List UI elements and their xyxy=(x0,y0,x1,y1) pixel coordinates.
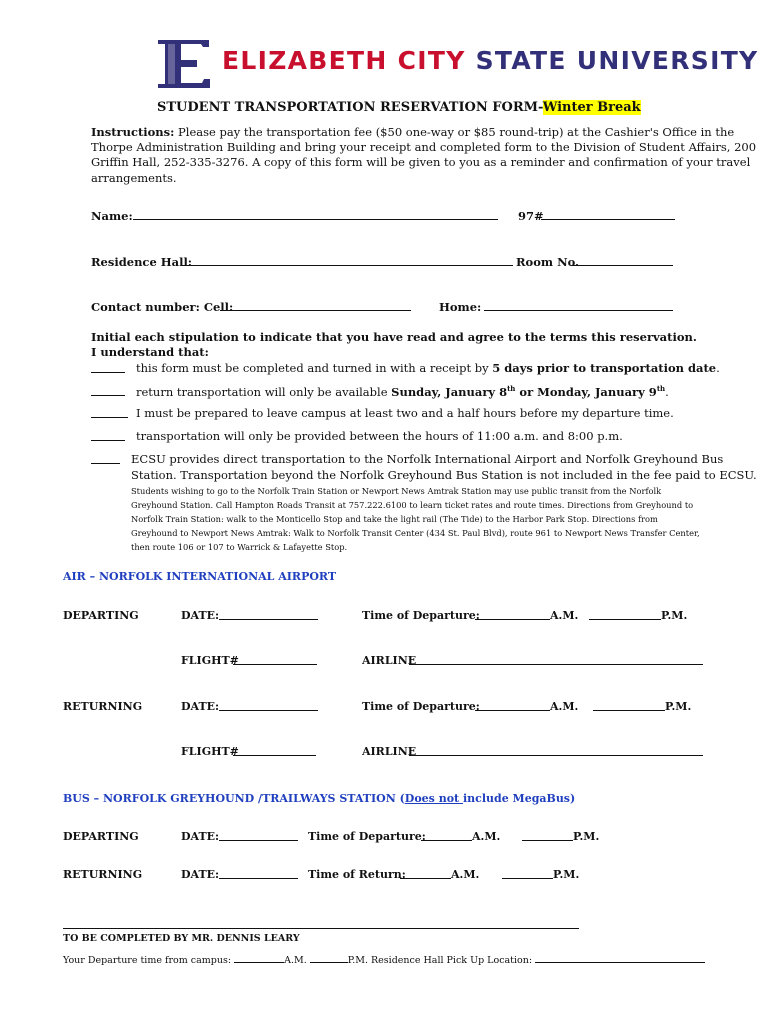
airport-returning-am-field[interactable] xyxy=(475,699,550,711)
airport-departing-am-field[interactable] xyxy=(475,608,550,620)
initial-field-3[interactable] xyxy=(91,406,128,418)
university-logo-text xyxy=(222,46,758,75)
form-title-highlight: Winter Break xyxy=(542,100,641,115)
stipulation-2-text: return transportation will only be available xyxy=(136,384,392,399)
airport-departing-pm-field[interactable] xyxy=(589,608,661,620)
office-divider xyxy=(63,928,579,929)
cell-field[interactable] xyxy=(220,299,411,311)
office-am-label: A.M. xyxy=(284,955,307,966)
bus-returning-pm-label: P.M. xyxy=(553,868,580,881)
home-label: Home: xyxy=(439,300,482,314)
residence-hall-field[interactable] xyxy=(182,254,513,266)
stipulation-1 xyxy=(136,361,720,375)
airport-departing-date-field[interactable] xyxy=(219,608,318,620)
stipulation-2-end: . xyxy=(665,384,669,399)
room-no-field[interactable] xyxy=(571,254,673,266)
bus-returning-label: RETURNING xyxy=(63,868,143,881)
form-title xyxy=(157,100,641,115)
bus-returning-date-field[interactable] xyxy=(219,867,298,879)
home-field[interactable] xyxy=(484,299,673,311)
logo-text-red: ELIZABETH CITY xyxy=(222,46,466,75)
airport-returning-date-label: DATE: xyxy=(181,700,220,713)
bus-departing-pm-field[interactable] xyxy=(522,829,573,841)
bus-departing-am-field[interactable] xyxy=(421,829,472,841)
airport-returning-airline-label: AIRLINE xyxy=(362,745,417,758)
transit-note-3: Norfolk Train Station: walk to the Monticello Stop and take the light rail (The Tide) to the Harbor Park Stop. Directions from xyxy=(131,514,658,524)
bus-heading xyxy=(63,792,575,805)
stipulation-2-sup-1: th xyxy=(507,384,516,393)
office-line xyxy=(63,953,705,966)
airport-returning-airline-field[interactable] xyxy=(409,744,703,756)
instructions-line-3: Griffin Hall, 252-335-3276. A copy of this form will be given to you as a reminder and confirmation of your travel xyxy=(91,155,751,169)
airport-departing-airline-label: AIRLINE xyxy=(362,654,417,667)
bus-returning-am-label: A.M. xyxy=(451,868,480,881)
office-departure-am-field[interactable] xyxy=(234,953,284,963)
id-label: 97# xyxy=(518,209,544,223)
airport-departing-label: DEPARTING xyxy=(63,609,139,622)
stipulations-intro: Initial each stipulation to indicate that you have read and agree to the terms this reservation. xyxy=(91,330,697,344)
instructions-text-1: Please pay the transportation fee ($50 one-way or $85 round-trip) at the Cashier's Office in the xyxy=(178,125,735,139)
office-heading: TO BE COMPLETED BY MR. DENNIS LEARY xyxy=(63,933,300,944)
airport-departing-date-label: DATE: xyxy=(181,609,220,622)
bus-returning-time-label: Time of Return: xyxy=(308,868,406,881)
stipulation-5-line-1: ECSU provides direct transportation to the Norfolk International Airport and Norfolk Greyhound Bus xyxy=(131,452,724,466)
airport-heading: AIR – NORFOLK INTERNATIONAL AIRPORT xyxy=(63,570,337,583)
bus-returning-am-field[interactable] xyxy=(400,867,451,879)
initial-field-1[interactable] xyxy=(91,361,125,373)
bus-departing-time-label: Time of Departure: xyxy=(308,830,426,843)
airport-returning-flight-label: FLIGHT# xyxy=(181,745,239,758)
airport-returning-label: RETURNING xyxy=(63,700,143,713)
initial-field-4[interactable] xyxy=(91,429,125,441)
airport-departing-airline-field[interactable] xyxy=(409,653,703,665)
airport-returning-flight-field[interactable] xyxy=(233,744,316,756)
bus-departing-label: DEPARTING xyxy=(63,830,139,843)
transit-note-1: Students wishing to go to the Norfolk Train Station or Newport News Amtrak Station may use public transit from the Norfolk xyxy=(131,486,662,496)
instructions-label: Instructions: xyxy=(91,125,175,139)
airport-returning-am-label: A.M. xyxy=(550,700,579,713)
office-pickup-label: P.M. Residence Hall Pick Up Location: xyxy=(347,955,536,966)
stipulation-3: I must be prepared to leave campus at least two and a half hours before my departure time. xyxy=(136,406,674,420)
stipulation-1-text: this form must be completed and turned in with a receipt by xyxy=(136,361,493,375)
bus-departing-pm-label: P.M. xyxy=(573,830,600,843)
stipulation-1-bold: 5 days prior to transportation date xyxy=(492,361,717,375)
initial-field-5[interactable] xyxy=(91,452,120,464)
airport-returning-pm-field[interactable] xyxy=(593,699,665,711)
airport-returning-time-label: Time of Departure: xyxy=(362,700,480,713)
bus-departing-am-label: A.M. xyxy=(472,830,501,843)
logo-text-navy: STATE UNIVERSITY xyxy=(475,46,759,75)
instructions-line-1 xyxy=(91,125,734,139)
airport-returning-pm-label: P.M. xyxy=(665,700,692,713)
instructions-line-4: arrangements. xyxy=(91,171,177,185)
office-departure-label: Your Departure time from campus: xyxy=(63,955,235,966)
airport-departing-pm-label: P.M. xyxy=(661,609,688,622)
airport-returning-date-field[interactable] xyxy=(219,699,318,711)
form-title-main: STUDENT TRANSPORTATION RESERVATION FORM- xyxy=(157,100,543,115)
transit-note-2: Greyhound Station. Call Hampton Roads Transit at 757.222.6100 to learn ticket rates and route times. Directions from Greyhound to xyxy=(131,500,694,510)
instructions-line-2: Thorpe Administration Building and bring your receipt and completed form to the Division of Student Affairs, 200 xyxy=(91,140,757,154)
bus-heading-text: BUS – NORFOLK GREYHOUND /TRAILWAYS STATION ( xyxy=(63,792,405,805)
airport-departing-time-label: Time of Departure: xyxy=(362,609,480,622)
bus-heading-end: include MegaBus) xyxy=(462,792,576,805)
office-departure-pm-field[interactable] xyxy=(310,953,348,963)
stipulation-5-line-2: Station. Transportation beyond the Norfolk Greyhound Bus Station is not included in the fee paid to ECSU. xyxy=(131,468,757,482)
stipulation-2-date-2: or Monday, January 9 xyxy=(515,384,657,399)
airport-departing-flight-field[interactable] xyxy=(233,653,317,665)
stipulations-understand: I understand that: xyxy=(91,345,209,359)
room-no-label: Room No. xyxy=(516,255,580,269)
airport-departing-am-label: A.M. xyxy=(550,609,579,622)
bus-heading-link[interactable]: Does not xyxy=(404,792,463,805)
cell-label: Contact number: Cell: xyxy=(91,300,234,314)
airport-departing-flight-label: FLIGHT# xyxy=(181,654,239,667)
bus-departing-date-field[interactable] xyxy=(219,829,298,841)
stipulation-2-date-1: Sunday, January 8 xyxy=(391,384,508,399)
id-field[interactable] xyxy=(541,208,675,220)
name-label: Name: xyxy=(91,209,133,223)
initial-field-2[interactable] xyxy=(91,384,125,396)
stipulation-1-end: . xyxy=(716,361,720,375)
transit-note-5: then route 106 or 107 to Warrick & Lafayette Stop. xyxy=(131,542,348,552)
university-logo-e-icon xyxy=(155,38,213,90)
transit-note-4: Greyhound to Newport News Amtrak: Walk to Norfolk Transit Center (434 St. Paul Blvd), route 961 to Newport News Transfer Center, xyxy=(131,528,700,538)
bus-returning-date-label: DATE: xyxy=(181,868,220,881)
residence-hall-label: Residence Hall: xyxy=(91,255,193,269)
office-pickup-location-field[interactable] xyxy=(535,953,705,963)
name-field[interactable] xyxy=(133,208,498,220)
stipulation-2-sup-2: th xyxy=(656,384,666,393)
stipulation-4: transportation will only be provided between the hours of 11:00 a.m. and 8:00 p.m. xyxy=(136,429,623,443)
bus-departing-date-label: DATE: xyxy=(181,830,220,843)
stipulation-2 xyxy=(136,384,669,399)
bus-returning-pm-field[interactable] xyxy=(502,867,553,879)
